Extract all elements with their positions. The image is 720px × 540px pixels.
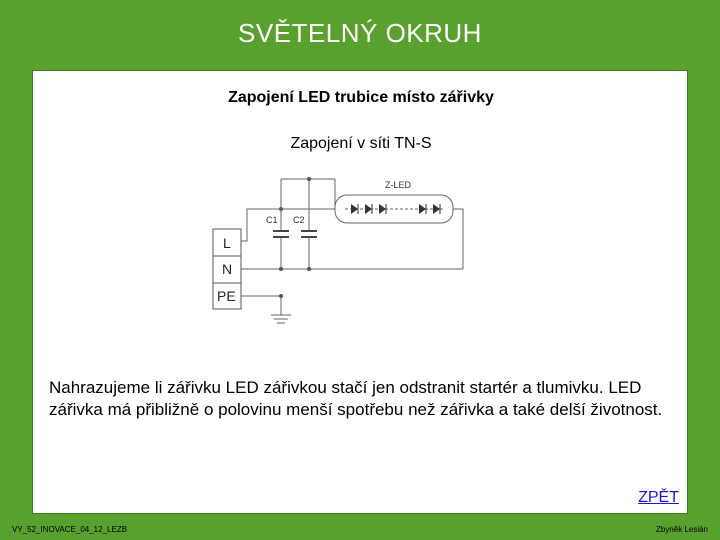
junction-dot: [307, 177, 311, 181]
panel-heading: Zapojení LED trubice místo zářivky: [228, 89, 494, 106]
junction-dot: [279, 207, 283, 211]
panel-subheading: Zapojení v síti TN-S: [290, 135, 432, 152]
back-link[interactable]: ZPĚT: [638, 489, 679, 506]
capacitors: [273, 231, 317, 237]
terminal-label-pe: PE: [217, 288, 236, 304]
circuit-diagram: [33, 71, 689, 371]
footer-author: Zbyněk Lesiàn: [655, 525, 708, 534]
led-tube: [335, 195, 453, 223]
ground-icon: [271, 315, 291, 323]
junction-dot: [307, 267, 311, 271]
description-text: Nahrazujeme li zářivku LED zářivkou stačí jen odstranit startér a tlumivku. LED zářivka má přibližně o polovinu menší spotřebu než zářivka a také delší životnost.: [49, 378, 663, 419]
terminal-label-n: N: [222, 261, 233, 277]
content-panel: [32, 70, 688, 514]
junction-dot: [279, 267, 283, 271]
led-tube-label: Z-LED: [385, 180, 412, 190]
terminal-label-l: L: [223, 235, 231, 251]
slide-title: SVĚTELNÝ OKRUH: [238, 18, 482, 48]
junction-dot: [279, 294, 283, 298]
capacitor-c2-label: C2: [293, 215, 305, 225]
footer-code: VY_52_INOVACE_04_12_LEZB: [12, 525, 128, 534]
capacitor-c1-label: C1: [266, 215, 278, 225]
wire-tube-right: [453, 209, 463, 269]
